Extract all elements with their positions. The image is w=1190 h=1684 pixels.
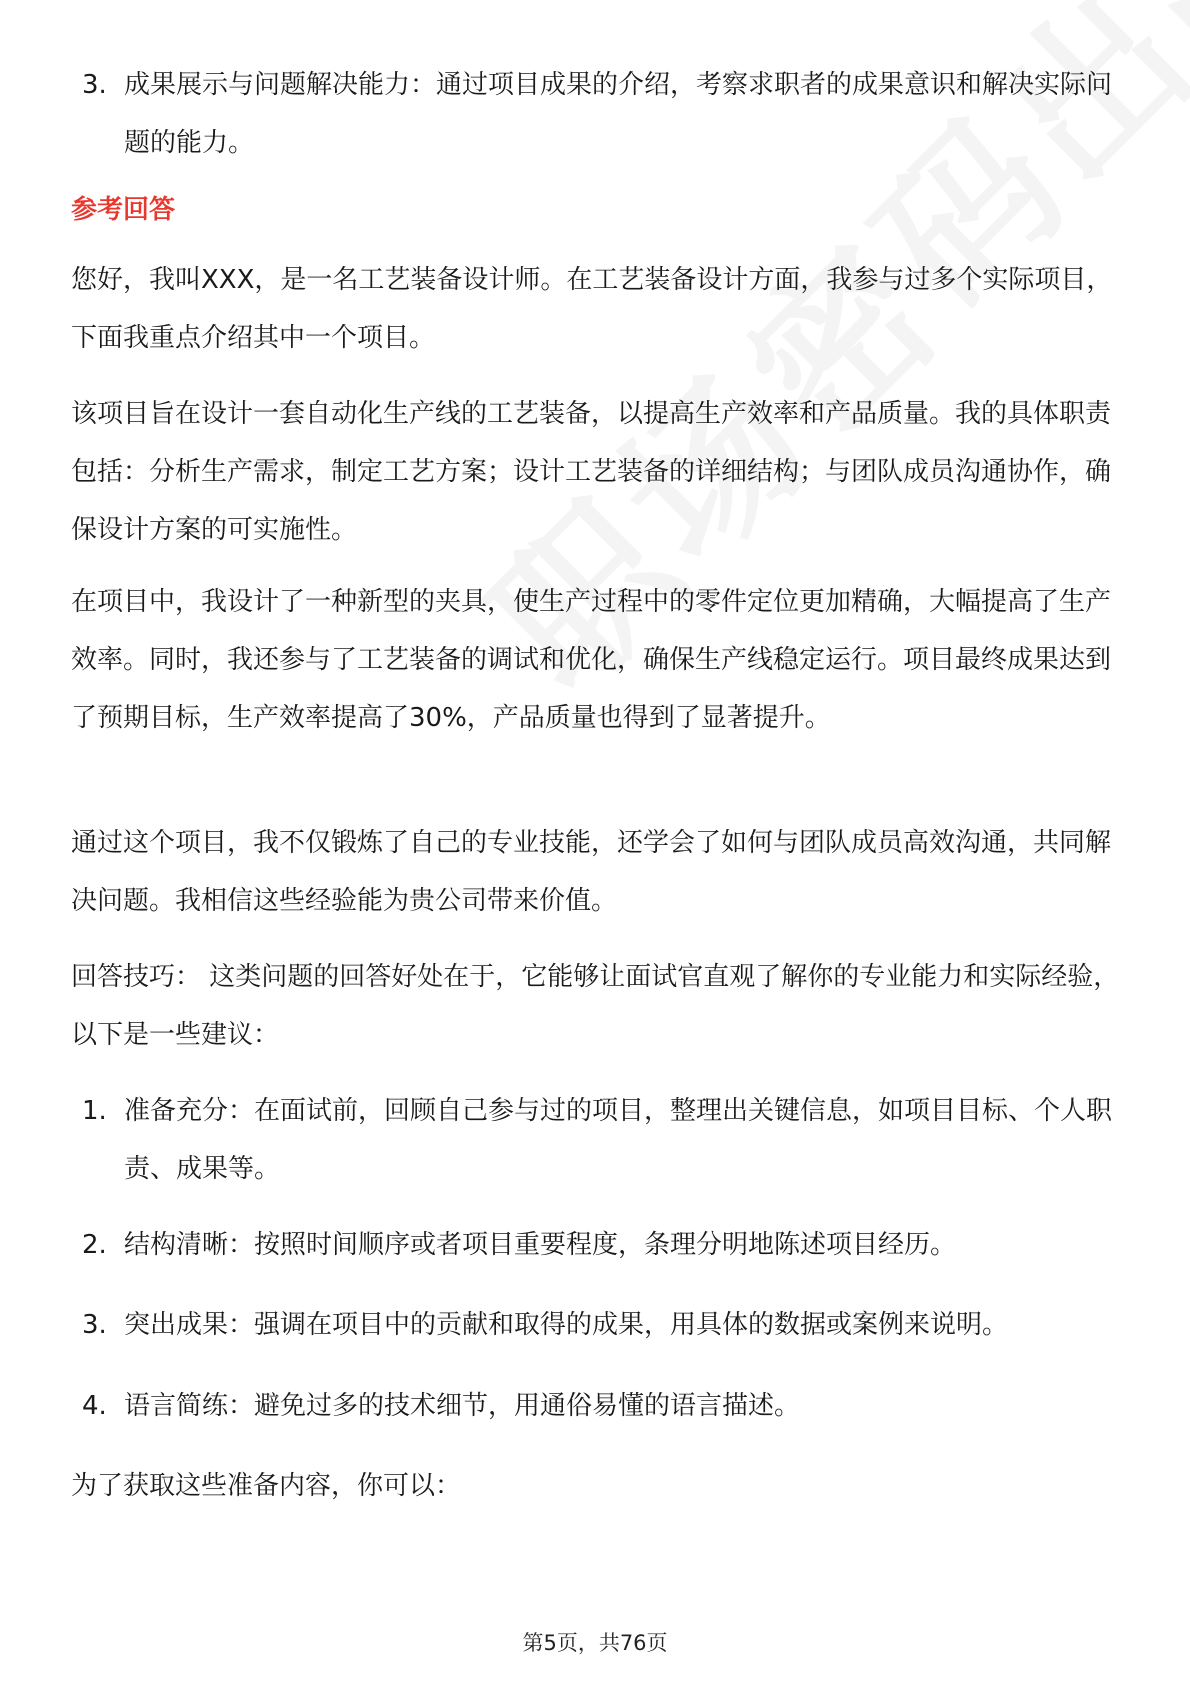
list-number: 1. bbox=[82, 1096, 107, 1126]
list-item bbox=[82, 1377, 1122, 1435]
list-text: 成果展示与问题解决能力：通过项目成果的介绍，考察求职者的成果意识和解决实际问题的能力。 bbox=[124, 70, 1113, 158]
list-item bbox=[82, 1296, 1122, 1354]
list-number: 2. bbox=[82, 1230, 107, 1260]
list-item bbox=[82, 56, 1122, 172]
page-footer: 第5页，共76页 bbox=[522, 1631, 668, 1655]
section-heading: 参考回答 bbox=[71, 195, 176, 225]
list-item bbox=[82, 1082, 1122, 1198]
paragraph-project: 该项目旨在设计一套自动化生产线的工艺装备，以提高生产效率和产品质量。我的具体职责包括：分析生产需求，制定工艺方案；设计工艺装备的详细结构；与团队成员沟通协作，确保设计方案的可实施性。 bbox=[71, 399, 1112, 545]
paragraph-tips-intro: 回答技巧： 这类问题的回答好处在于，它能够让面试官直观了解你的专业能力和实际经验，以下是一些建议： bbox=[71, 962, 1120, 1050]
list-text: 结构清晰：按照时间顺序或者项目重要程度，条理分明地陈述项目经历。 bbox=[124, 1230, 957, 1260]
paragraph-summary: 通过这个项目，我不仅锻炼了自己的专业技能，还学会了如何与团队成员高效沟通，共同解决问题。我相信这些经验能为贵公司带来价值。 bbox=[71, 828, 1112, 916]
list-item bbox=[82, 1216, 1122, 1274]
paragraph-result: 在项目中，我设计了一种新型的夹具，使生产过程中的零件定位更加精确，大幅提高了生产效率。同时，我还参与了工艺装备的调试和优化，确保生产线稳定运行。项目最终成果达到了预期目标，生产效率提高了30%，产品质量也得到了显著提升。 bbox=[71, 587, 1112, 733]
paragraph-intro: 您好，我叫XXX，是一名工艺装备设计师。在工艺装备设计方面，我参与过多个实际项目，下面我重点介绍其中一个项目。 bbox=[71, 265, 1113, 353]
list-text: 语言简练：避免过多的技术细节，用通俗易懂的语言描述。 bbox=[124, 1391, 801, 1421]
list-text: 突出成果：强调在项目中的贡献和取得的成果，用具体的数据或案例来说明。 bbox=[124, 1310, 1009, 1340]
list-text: 准备充分：在面试前，回顾自己参与过的项目，整理出关键信息，如项目目标、个人职责、成果等。 bbox=[124, 1096, 1113, 1184]
paragraph-closing: 为了获取这些准备内容，你可以： bbox=[71, 1471, 462, 1501]
list-number: 3. bbox=[82, 70, 107, 100]
list-number: 3. bbox=[82, 1310, 107, 1340]
list-number: 4. bbox=[82, 1391, 107, 1421]
